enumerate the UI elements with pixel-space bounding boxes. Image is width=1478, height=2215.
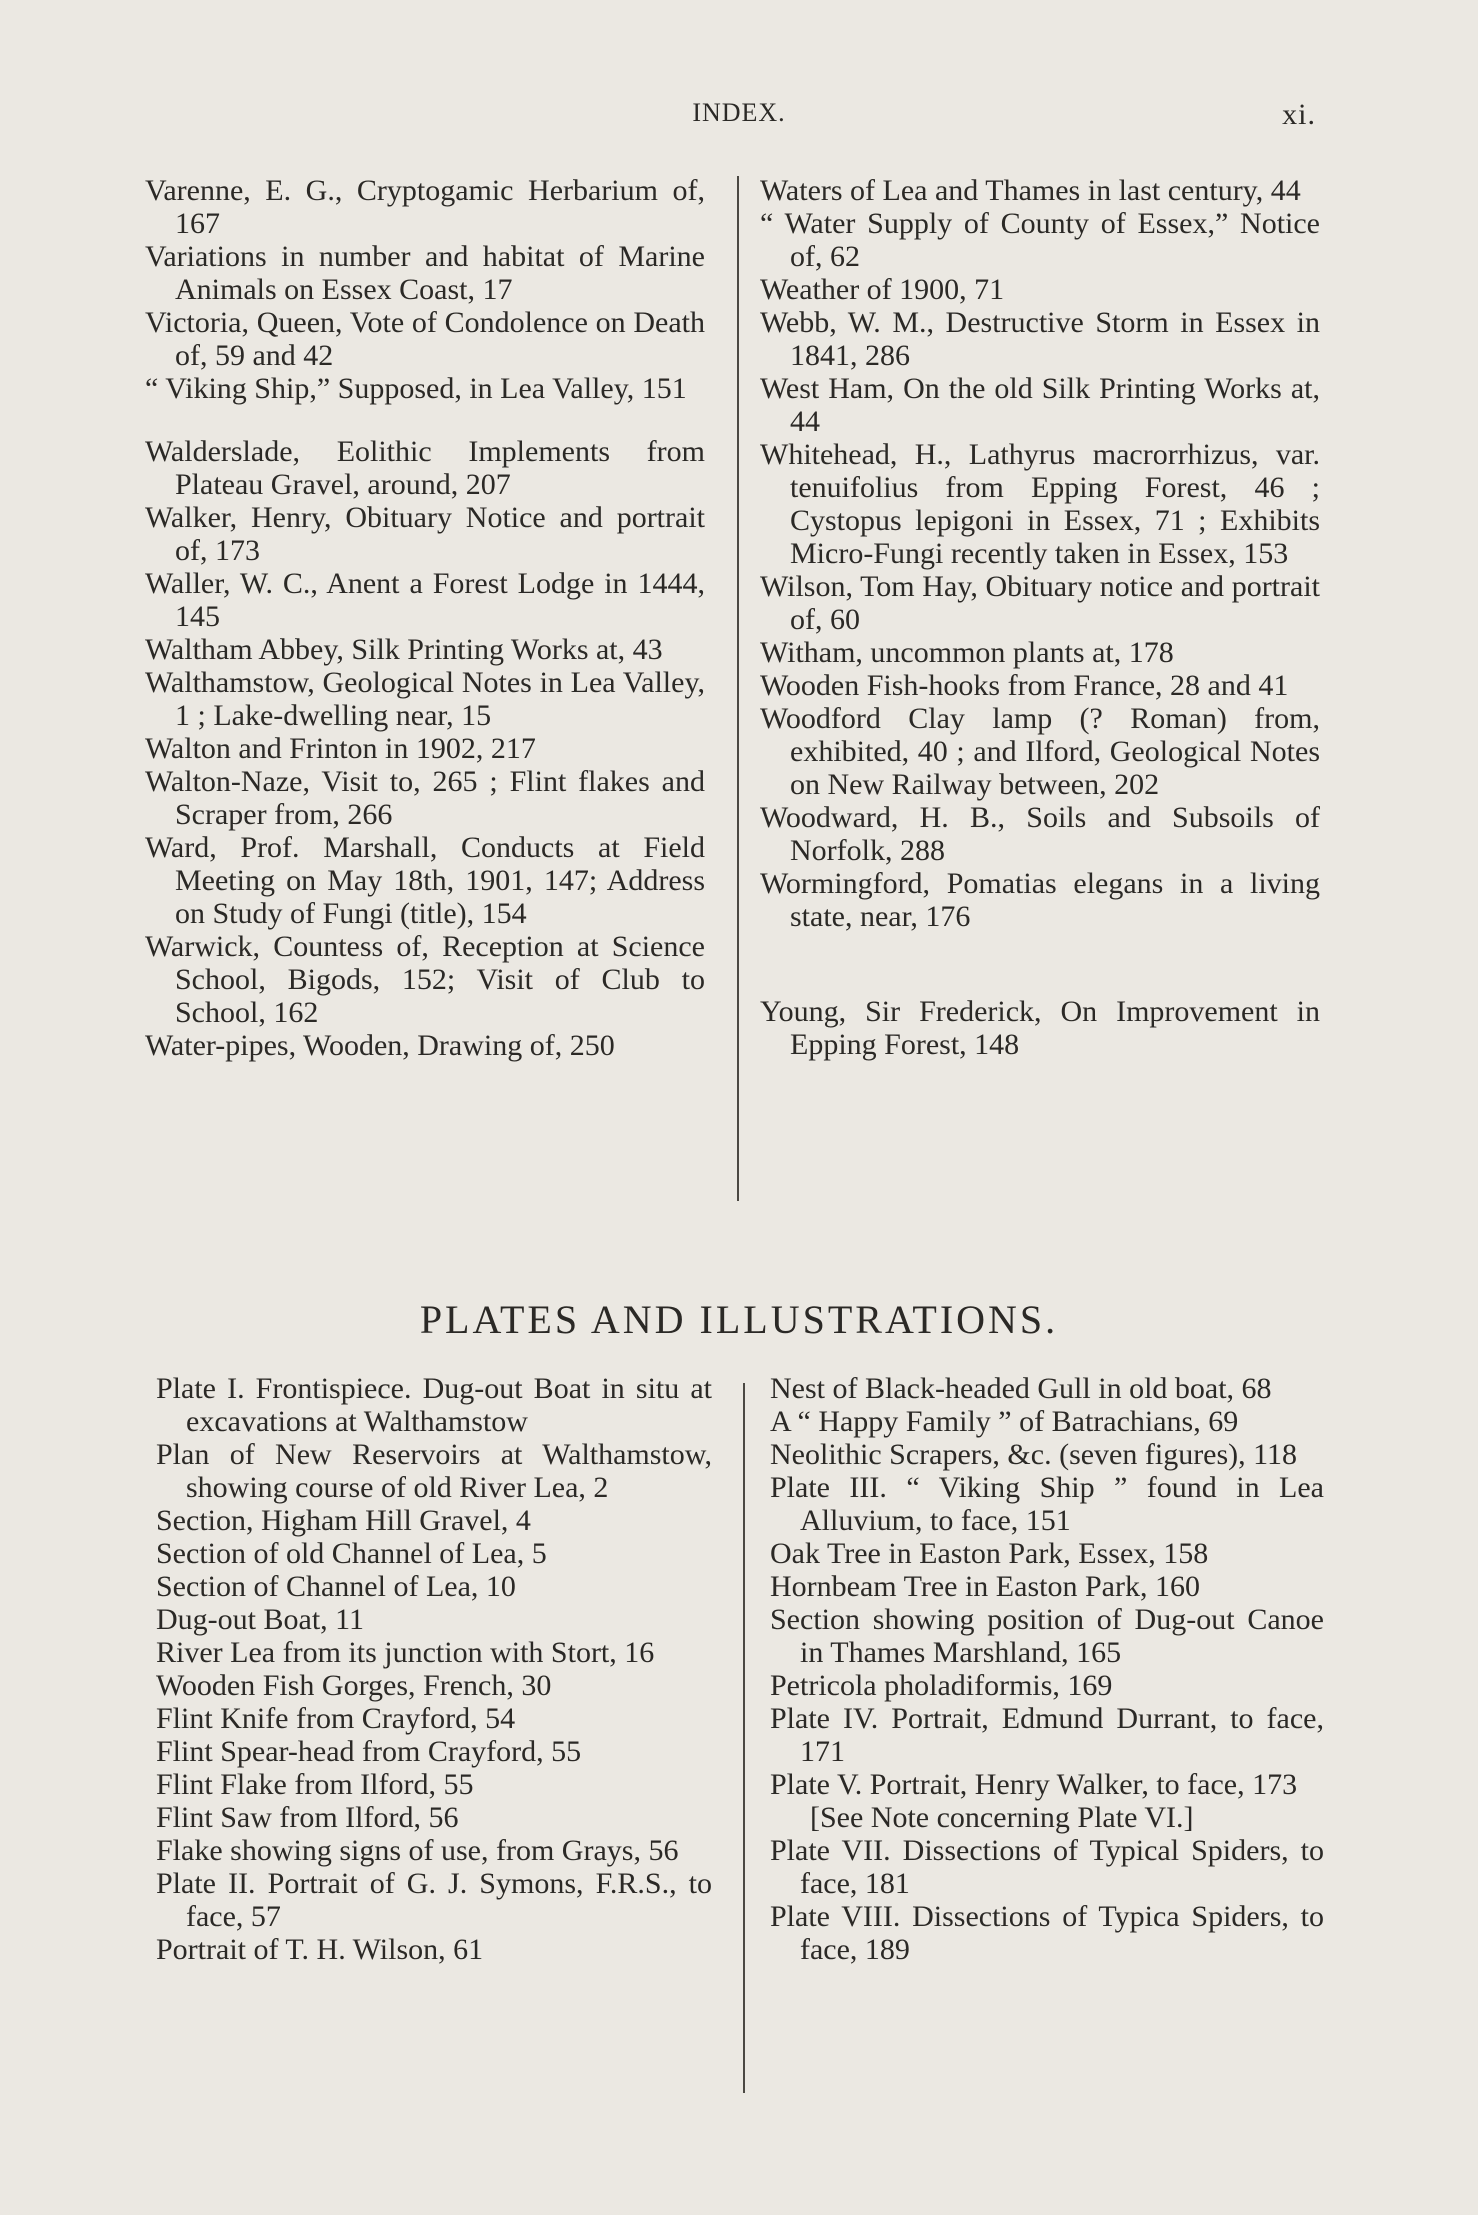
plate-entry: Flint Spear-head from Crayford, 55 [156,1735,582,1768]
index-entry: Whitehead, H., Lathyrus macrorrhizus, var. tenuifolius from Epping Forest, 46 ; Cystopus lepigoni in Essex, 71 ; Exhibits Micro-Fungi recently taken in Essex, 153 [760,438,1320,570]
index-entry: “ Viking Ship,” Supposed, in Lea Valley, 151 [145,372,687,405]
index-entry: Walker, Henry, Obituary Notice and portrait of, 173 [145,501,705,567]
index-entry: Walderslade, Eolithic Implements from Plateau Gravel, around, 207 [145,435,705,501]
plate-entry: Section, Higham Hill Gravel, 4 [156,1504,531,1537]
plate-entry: Oak Tree in Easton Park, Essex, 158 [770,1537,1209,1570]
plate-entry: Dug-out Boat, 11 [156,1603,365,1636]
index-entry: Wilson, Tom Hay, Obituary notice and portrait of, 60 [760,570,1320,636]
plate-note: [See Note concerning Plate VI.] [810,1801,1194,1834]
plate-entry: Portrait of T. H. Wilson, 61 [156,1933,484,1966]
index-entry: Webb, W. M., Destructive Storm in Essex in 1841, 286 [760,306,1320,372]
running-head-title: INDEX. [692,98,786,127]
running-head [0,98,1478,138]
plate-entry: Nest of Black-headed Gull in old boat, 68 [770,1372,1272,1405]
plate-entry: Plate II. Portrait of G. J. Symons, F.R.S., to face, 57 [156,1867,712,1933]
column-divider [743,1383,745,2093]
index-entry: Variations in number and habitat of Marine Animals on Essex Coast, 17 [145,240,705,306]
plate-entry: Plate VIII. Dissections of Typica Spiders, to face, 189 [770,1900,1324,1966]
plates-column-left [156,1372,712,1966]
plate-entry: Neolithic Scrapers, &c. (seven figures), 118 [770,1438,1298,1471]
plate-entry: River Lea from its junction with Stort, 16 [156,1636,655,1669]
index-entry: Ward, Prof. Marshall, Conducts at Field Meeting on May 18th, 1901, 147; Address on Study of Fungi (title), 154 [145,831,705,930]
index-entry: Wooden Fish-hooks from France, 28 and 41 [760,669,1289,702]
index-entry: Witham, uncommon plants at, 178 [760,636,1174,669]
plate-entry: Wooden Fish Gorges, French, 30 [156,1669,552,1702]
index-entry: Woodward, H. B., Soils and Subsoils of Norfolk, 288 [760,801,1320,867]
index-entry: Weather of 1900, 71 [760,273,1005,306]
plate-entry: Flint Flake from Ilford, 55 [156,1768,474,1801]
index-entry: Waller, W. C., Anent a Forest Lodge in 1444, 145 [145,567,705,633]
index-entry: Woodford Clay lamp (? Roman) from, exhibited, 40 ; and Ilford, Geological Notes on New Railway between, 202 [760,702,1320,801]
plate-entry: Plan of New Reservoirs at Walthamstow, showing course of old River Lea, 2 [156,1438,712,1504]
plate-entry: Section showing position of Dug-out Canoe in Thames Marshland, 165 [770,1603,1324,1669]
plate-entry: Plate I. Frontispiece. Dug-out Boat in situ at excavations at Walthamstow [156,1372,712,1438]
index-column-left [145,174,705,1062]
index-entry: Walton-Naze, Visit to, 265 ; Flint flakes and Scraper from, 266 [145,765,705,831]
index-entry: Wormingford, Pomatias elegans in a living state, near, 176 [760,867,1320,933]
plate-entry: Section of old Channel of Lea, 5 [156,1537,547,1570]
index-entry: Waters of Lea and Thames in last century, 44 [760,174,1301,207]
index-column-right [760,174,1320,1061]
plates-column-right [770,1372,1324,1966]
plate-entry: Plate IV. Portrait, Edmund Durrant, to face, 171 [770,1702,1324,1768]
plate-entry: Plate V. Portrait, Henry Walker, to face, 173 [770,1768,1298,1801]
plate-entry: Section of Channel of Lea, 10 [156,1570,516,1603]
index-entry: Young, Sir Frederick, On Improvement in Epping Forest, 148 [760,995,1320,1061]
plate-entry: Hornbeam Tree in Easton Park, 160 [770,1570,1200,1603]
plate-entry: Plate VII. Dissections of Typical Spiders, to face, 181 [770,1834,1324,1900]
index-entry: “ Water Supply of County of Essex,” Notice of, 62 [760,207,1320,273]
column-divider [737,176,739,1201]
index-entry: Victoria, Queen, Vote of Condolence on Death of, 59 and 42 [145,306,705,372]
index-entry: Walton and Frinton in 1902, 217 [145,732,536,765]
plate-entry: Flake showing signs of use, from Grays, 56 [156,1834,679,1867]
plate-entry: A “ Happy Family ” of Batrachians, 69 [770,1405,1239,1438]
plates-section-title: PLATES AND ILLUSTRATIONS. [419,1297,1059,1342]
plate-entry: Flint Saw from Ilford, 56 [156,1801,459,1834]
page-number: xi. [1282,98,1316,131]
index-entry: West Ham, On the old Silk Printing Works at, 44 [760,372,1320,438]
plate-entry: Plate III. “ Viking Ship ” found in Lea Alluvium, to face, 151 [770,1471,1324,1537]
plate-entry: Flint Knife from Crayford, 54 [156,1702,516,1735]
index-entry: Water-pipes, Wooden, Drawing of, 250 [145,1029,615,1062]
plate-entry: Petricola pholadiformis, 169 [770,1669,1113,1702]
index-entry: Walthamstow, Geological Notes in Lea Valley, 1 ; Lake-dwelling near, 15 [145,666,705,732]
index-entry: Waltham Abbey, Silk Printing Works at, 43 [145,633,663,666]
index-entry: Varenne, E. G., Cryptogamic Herbarium of, 167 [145,174,705,240]
index-entry: Warwick, Countess of, Reception at Science School, Bigods, 152; Visit of Club to School, 162 [145,930,705,1029]
